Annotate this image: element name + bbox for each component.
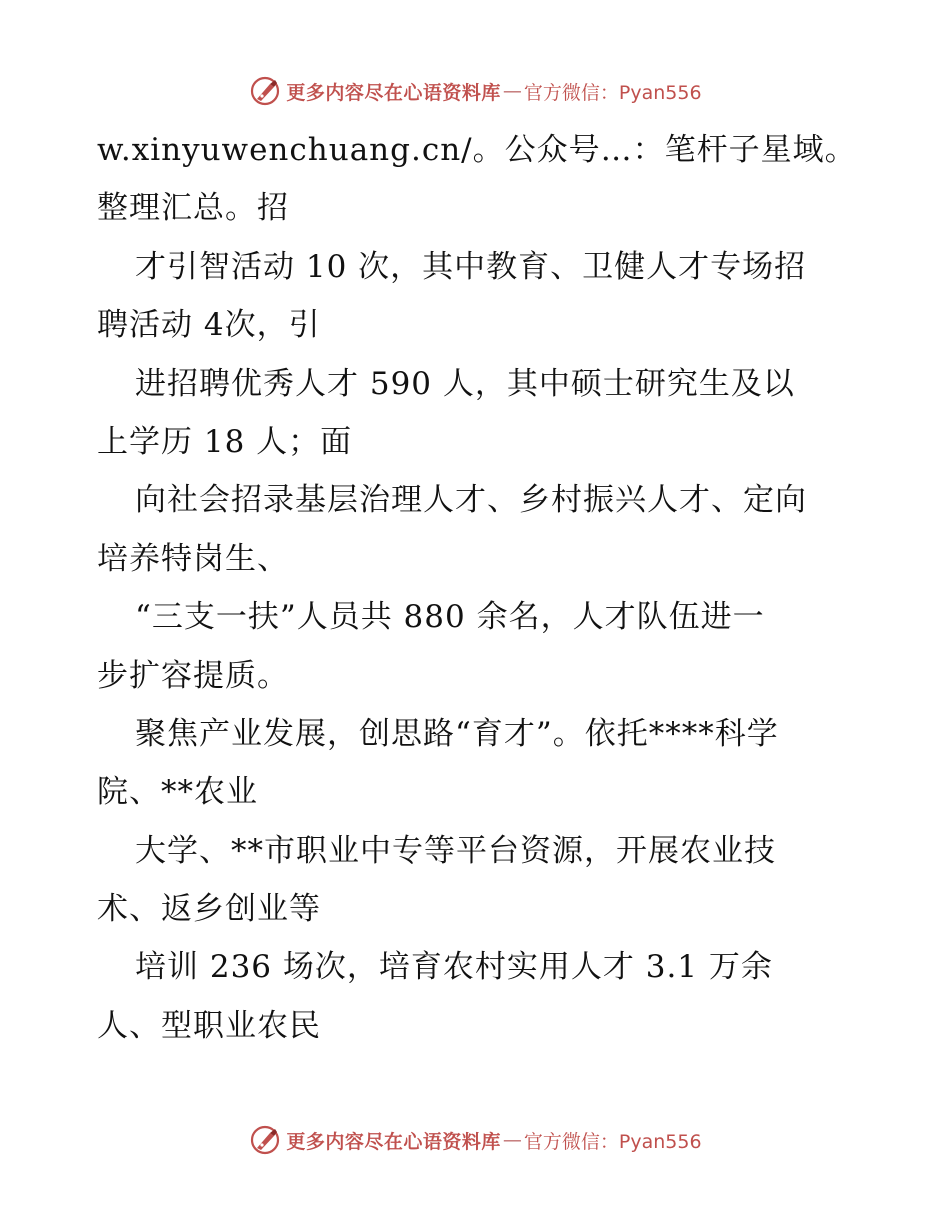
header-banner-separator: — bbox=[502, 80, 522, 102]
body-line: 进招聘优秀人才 590 人，其中硕士研究生及以 bbox=[135, 365, 795, 402]
body-line: 聘活动 4次，引 bbox=[97, 307, 321, 344]
footer-watermark-banner bbox=[0, 1120, 950, 1160]
footer-banner-wechat: 官方微信：Pyan556 bbox=[523, 1130, 702, 1153]
footer-banner-separator: — bbox=[502, 1129, 522, 1151]
body-line: 才引智活动 10 次，其中教育、卫健人才专场招 bbox=[135, 248, 807, 285]
body-line: 上学历 18 人；面 bbox=[97, 423, 353, 460]
footer-banner-text: 更多内容尽在心语资料库 bbox=[286, 1130, 501, 1153]
body-line: 向社会招录基层治理人才、乡村振兴人才、定向 bbox=[135, 482, 807, 519]
body-line: 步扩容提质。 bbox=[97, 657, 289, 694]
body-line: 大学、**市职业中专等平台资源，开展农业技 bbox=[135, 832, 776, 869]
body-line: 术、返乡创业等 bbox=[97, 891, 321, 928]
header-banner-wechat: 官方微信：Pyan556 bbox=[523, 81, 702, 104]
document-body bbox=[97, 126, 867, 1060]
body-line: 培训 236 场次，培育农村实用人才 3.1 万余 bbox=[135, 949, 773, 986]
pen-nib-circle-icon bbox=[248, 74, 282, 108]
header-banner-text: 更多内容尽在心语资料库 bbox=[286, 81, 501, 104]
body-line: 培养特岗生、 bbox=[97, 540, 289, 577]
header-watermark-banner bbox=[0, 71, 950, 111]
body-line: 院、**农业 bbox=[97, 774, 258, 811]
body-line: “三支一扶”人员共 880 余名，人才队伍进一 bbox=[135, 599, 765, 636]
pen-nib-circle-icon bbox=[248, 1123, 282, 1157]
body-line: 整理汇总。招 bbox=[97, 190, 289, 227]
body-line: 人、型职业农民 bbox=[97, 1007, 321, 1044]
body-line: 聚焦产业发展，创思路“育才”。依托****科学 bbox=[135, 715, 779, 752]
body-line: w.xinyuwenchuang.cn/。公众号…：笔杆子星域。 bbox=[97, 132, 857, 168]
